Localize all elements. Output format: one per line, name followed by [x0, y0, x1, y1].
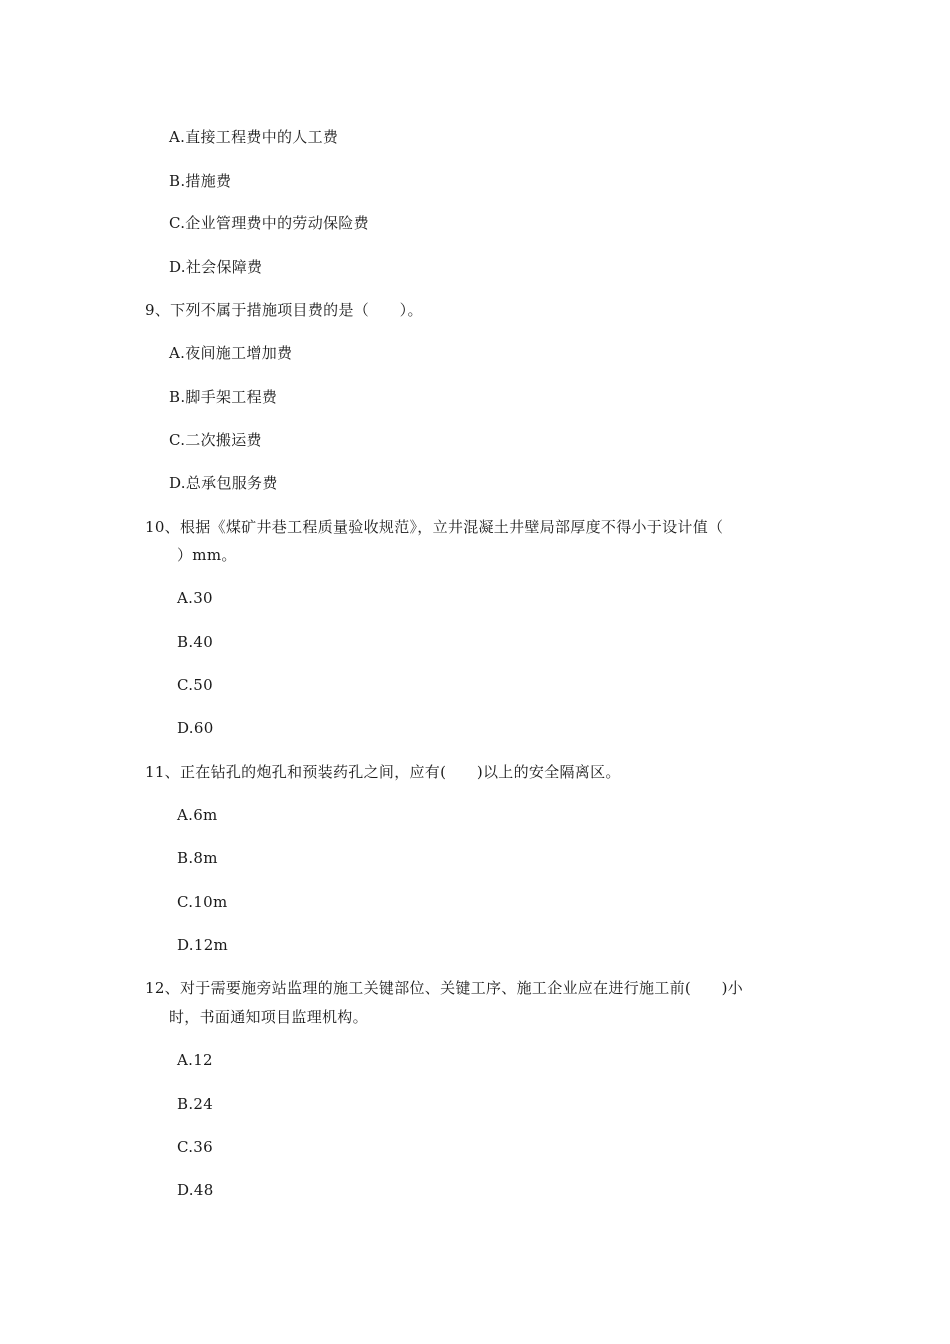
q8-option-a: A.直接工程费中的人工费 [169, 128, 339, 146]
q12-option-a: A.12 [177, 1051, 213, 1069]
q9-option-b: B.脚手架工程费 [169, 388, 278, 406]
q10-option-c: C.50 [177, 676, 213, 694]
q8-option-b: B.措施费 [169, 172, 232, 190]
q10-option-d: D.60 [177, 719, 214, 737]
q11-option-b: B.8m [177, 849, 218, 867]
q11-option-a: A.6m [177, 806, 218, 824]
q11-option-c: C.10m [177, 893, 228, 911]
q9-option-c: C.二次搬运费 [169, 431, 262, 449]
q9-option-d: D.总承包服务费 [169, 474, 278, 492]
q12-option-b: B.24 [177, 1095, 214, 1113]
q8-option-c: C.企业管理费中的劳动保险费 [169, 214, 369, 232]
q8-option-d: D.社会保障费 [169, 258, 263, 276]
q12-option-c: C.36 [177, 1138, 213, 1156]
q10-option-a: A.30 [177, 589, 213, 607]
q12-stem-line2: 时，书面通知项目监理机构。 [169, 1008, 368, 1026]
q11-stem: 11、正在钻孔的炮孔和预装药孔之间，应有( )以上的安全隔离区。 [145, 763, 621, 781]
q10-stem-line1: 10、根据《煤矿井巷工程质量验收规范》，立井混凝土井壁局部厚度不得小于设计值（ [145, 518, 724, 536]
q9-option-a: A.夜间施工增加费 [169, 344, 293, 362]
q12-option-d: D.48 [177, 1181, 214, 1199]
q11-option-d: D.12m [177, 936, 229, 954]
q9-stem: 9、下列不属于措施项目费的是（ ）。 [145, 301, 423, 319]
q10-option-b: B.40 [177, 633, 214, 651]
q10-stem-line2: ）mm。 [177, 546, 237, 564]
q12-stem-line1: 12、对于需要施旁站监理的施工关键部位、关键工序、施工企业应在进行施工前( )小 [145, 979, 744, 997]
